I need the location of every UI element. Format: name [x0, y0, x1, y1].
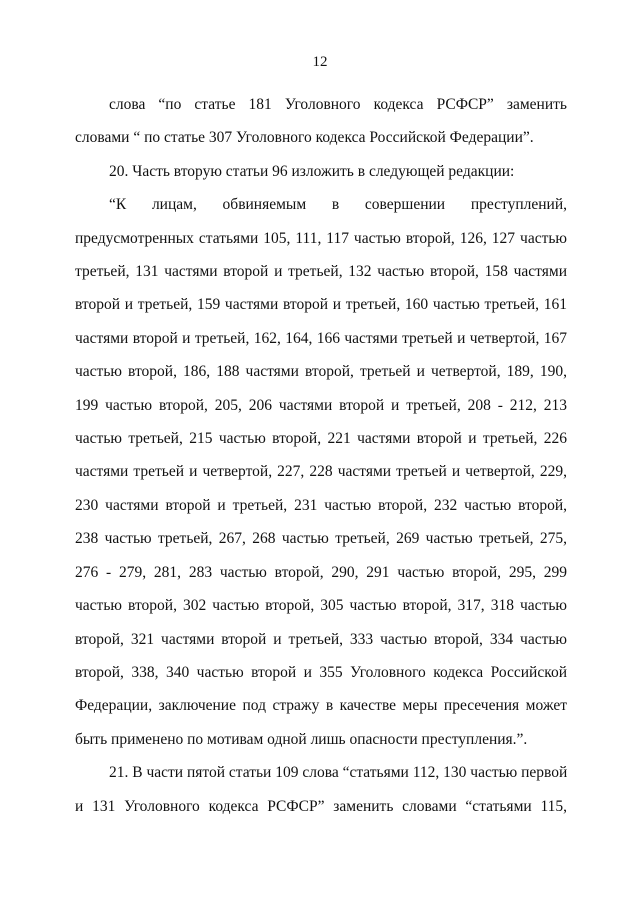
- text-line: 21. В части пятой статьи 109 слова “статьями 112, 130 частью первой: [109, 764, 568, 782]
- document-body: [75, 88, 567, 823]
- text-line: предусмотренных статьями 105, 111, 117 частью второй, 126, 127 частью: [75, 229, 567, 247]
- text-line: третьей, 131 частями второй и третьей, 132 частью второй, 158 частями: [75, 263, 567, 281]
- text-line: 199 частью второй, 205, 206 частями второй и третьей, 208 - 212, 213: [75, 396, 567, 414]
- text-line: и 131 Уголовного кодекса РСФСР” заменить словами “статьями 115,: [75, 797, 567, 815]
- text-line: 238 частью третьей, 267, 268 частью третьей, 269 частью третьей, 275,: [75, 530, 567, 548]
- text-line: 276 - 279, 281, 283 частью второй, 290, 291 частью второй, 295, 299: [75, 563, 567, 581]
- text-line: второй, 338, 340 частью второй и 355 Уголовного кодекса Российской: [75, 663, 567, 681]
- text-line: частями третьей и четвертой, 227, 228 частями третьей и четвертой, 229,: [75, 463, 567, 481]
- text-line: быть применено по мотивам одной лишь опасности преступления.”.: [75, 730, 528, 748]
- text-line: второй, 321 частями второй и третьей, 333 частью второй, 334 частью: [75, 630, 567, 648]
- page-number: 12: [312, 54, 328, 70]
- text-line: частью второй, 302 частью второй, 305 частью второй, 317, 318 частью: [75, 597, 567, 615]
- text-line: частью третьей, 215 частью второй, 221 частями второй и третьей, 226: [75, 430, 567, 448]
- text-line: “К лицам, обвиняемым в совершении преступлений,: [109, 196, 567, 214]
- text-line: словами “ по статье 307 Уголовного кодекса Российской Федерации”.: [75, 129, 534, 147]
- text-line: 230 частями второй и третьей, 231 частью второй, 232 частью второй,: [75, 496, 567, 514]
- text-line: второй и третьей, 159 частями второй и третьей, 160 частью третьей, 161: [75, 296, 567, 314]
- text-line: 20. Часть вторую статьи 96 изложить в следующей редакции:: [109, 162, 515, 180]
- text-line: слова “по статье 181 Уголовного кодекса РСФСР” заменить: [109, 96, 567, 113]
- text-line: частями второй и третьей, 162, 164, 166 частями третьей и четвертой, 167: [75, 329, 567, 347]
- text-line: Федерации, заключение под стражу в качестве меры пресечения может: [75, 697, 567, 715]
- text-line: частью второй, 186, 188 частями второй, третьей и четвертой, 189, 190,: [75, 363, 567, 381]
